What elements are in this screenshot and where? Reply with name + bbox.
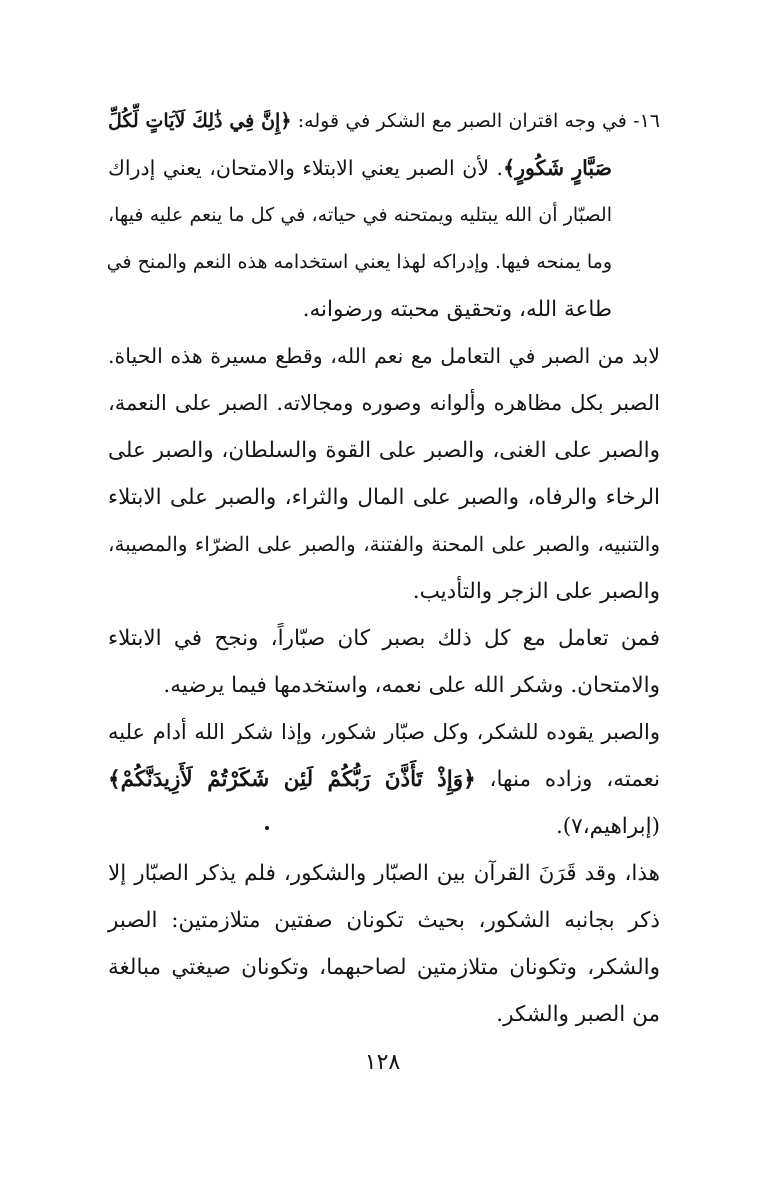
text-run: لابد من الصبر في التعامل مع نعم الله، وقطع مسيرة هذه الحياة. (108, 344, 660, 368)
text-run: والشكر، وتكونان متلازمتين لصاحبهما، وتكونان صيغتي مبالغة (108, 955, 660, 980)
text-run: والصبر على الزجر والتأديب. (412, 579, 660, 604)
text-run: والتنبيه، والصبر على المحنة والفتنة، والصبر على الضرّاء والمصيبة، (108, 532, 660, 556)
page-body-text (108, 98, 660, 1038)
text-line (108, 286, 660, 333)
text-line (108, 521, 660, 568)
text-run: من الصبر والشكر. (496, 1002, 660, 1027)
text-line (108, 709, 660, 756)
page-number: ١٢٨ (364, 1050, 401, 1075)
quran-verse: صَبَّارٍ شَكُورٍ﴾ (503, 156, 612, 180)
text-run: والصبر يقوده للشكر، وكل صبّار شكور، وإذا شكر الله أدام عليه (108, 720, 660, 744)
text-line (108, 380, 660, 427)
text-run: وما يمنحه فيها. وإدراكه لهذا يعني استخدامه هذه النعم والمنح في (106, 251, 612, 273)
text-run: هذا، وقد قَرَنَ القرآن بين الصبّار والشكور، فلم يذكر الصبّار إلا (108, 861, 660, 886)
text-line (108, 944, 660, 991)
text-run: والصبر على الغنى، والصبر على القوة والسلطان، والصبر على (108, 438, 660, 463)
text-line (108, 991, 660, 1038)
stray-ink-dot (265, 826, 269, 830)
text-run: والامتحان. وشكر الله على نعمه، واستخدمها فيما يرضيه. (163, 673, 660, 698)
text-run: (إبراهيم،٧). (555, 814, 660, 839)
text-run: نعمته، وزاده منها، (475, 767, 660, 792)
text-line (108, 756, 660, 803)
quran-verse: ﴿وَإِذْ تَأَذَّنَ رَبُّكُمْ لَئِن شَكَرْتُمْ لَأَزِيدَنَّكُمْ﴾ (108, 767, 476, 792)
text-run: . لأن الصبر يعني الابتلاء والامتحان، يعني إدراك (108, 156, 504, 180)
text-line (108, 850, 660, 897)
text-line (108, 568, 660, 615)
text-line (108, 192, 660, 239)
text-line (108, 239, 660, 286)
text-run: ١٦- في وجه اقتران الصبر مع الشكر في قوله: (291, 110, 660, 132)
text-line (108, 333, 660, 380)
text-run: طاعة الله، وتحقيق محبته ورضوانه. (302, 297, 612, 322)
text-run: الرخاء والرفاه، والصبر على المال والثراء، والصبر على الابتلاء (108, 485, 660, 510)
text-line (108, 615, 660, 662)
text-line (108, 98, 660, 145)
text-line (108, 662, 660, 709)
text-line (108, 897, 660, 944)
text-line (108, 474, 660, 521)
text-run: ذكر بجانبه الشكور، بحيث تكونان صفتين متلازمتين: الصبر (108, 908, 660, 933)
text-line (108, 145, 660, 192)
text-run: فمن تعامل مع كل ذلك بصبر كان صبّاراً، ونجح في الابتلاء (108, 626, 660, 651)
text-line (108, 427, 660, 474)
text-line (108, 803, 660, 850)
text-run: الصبر بكل مظاهره وألوانه وصوره ومجالاته. الصبر على النعمة، (108, 391, 660, 415)
quran-verse: ﴿إِنَّ فِي ذَٰلِكَ لَآيَاتٍ لِّكُلِّ (108, 110, 292, 132)
text-run: الصبّار أن الله يبتليه ويمتحنه في حياته، في كل ما ينعم عليه فيها، (108, 204, 612, 226)
